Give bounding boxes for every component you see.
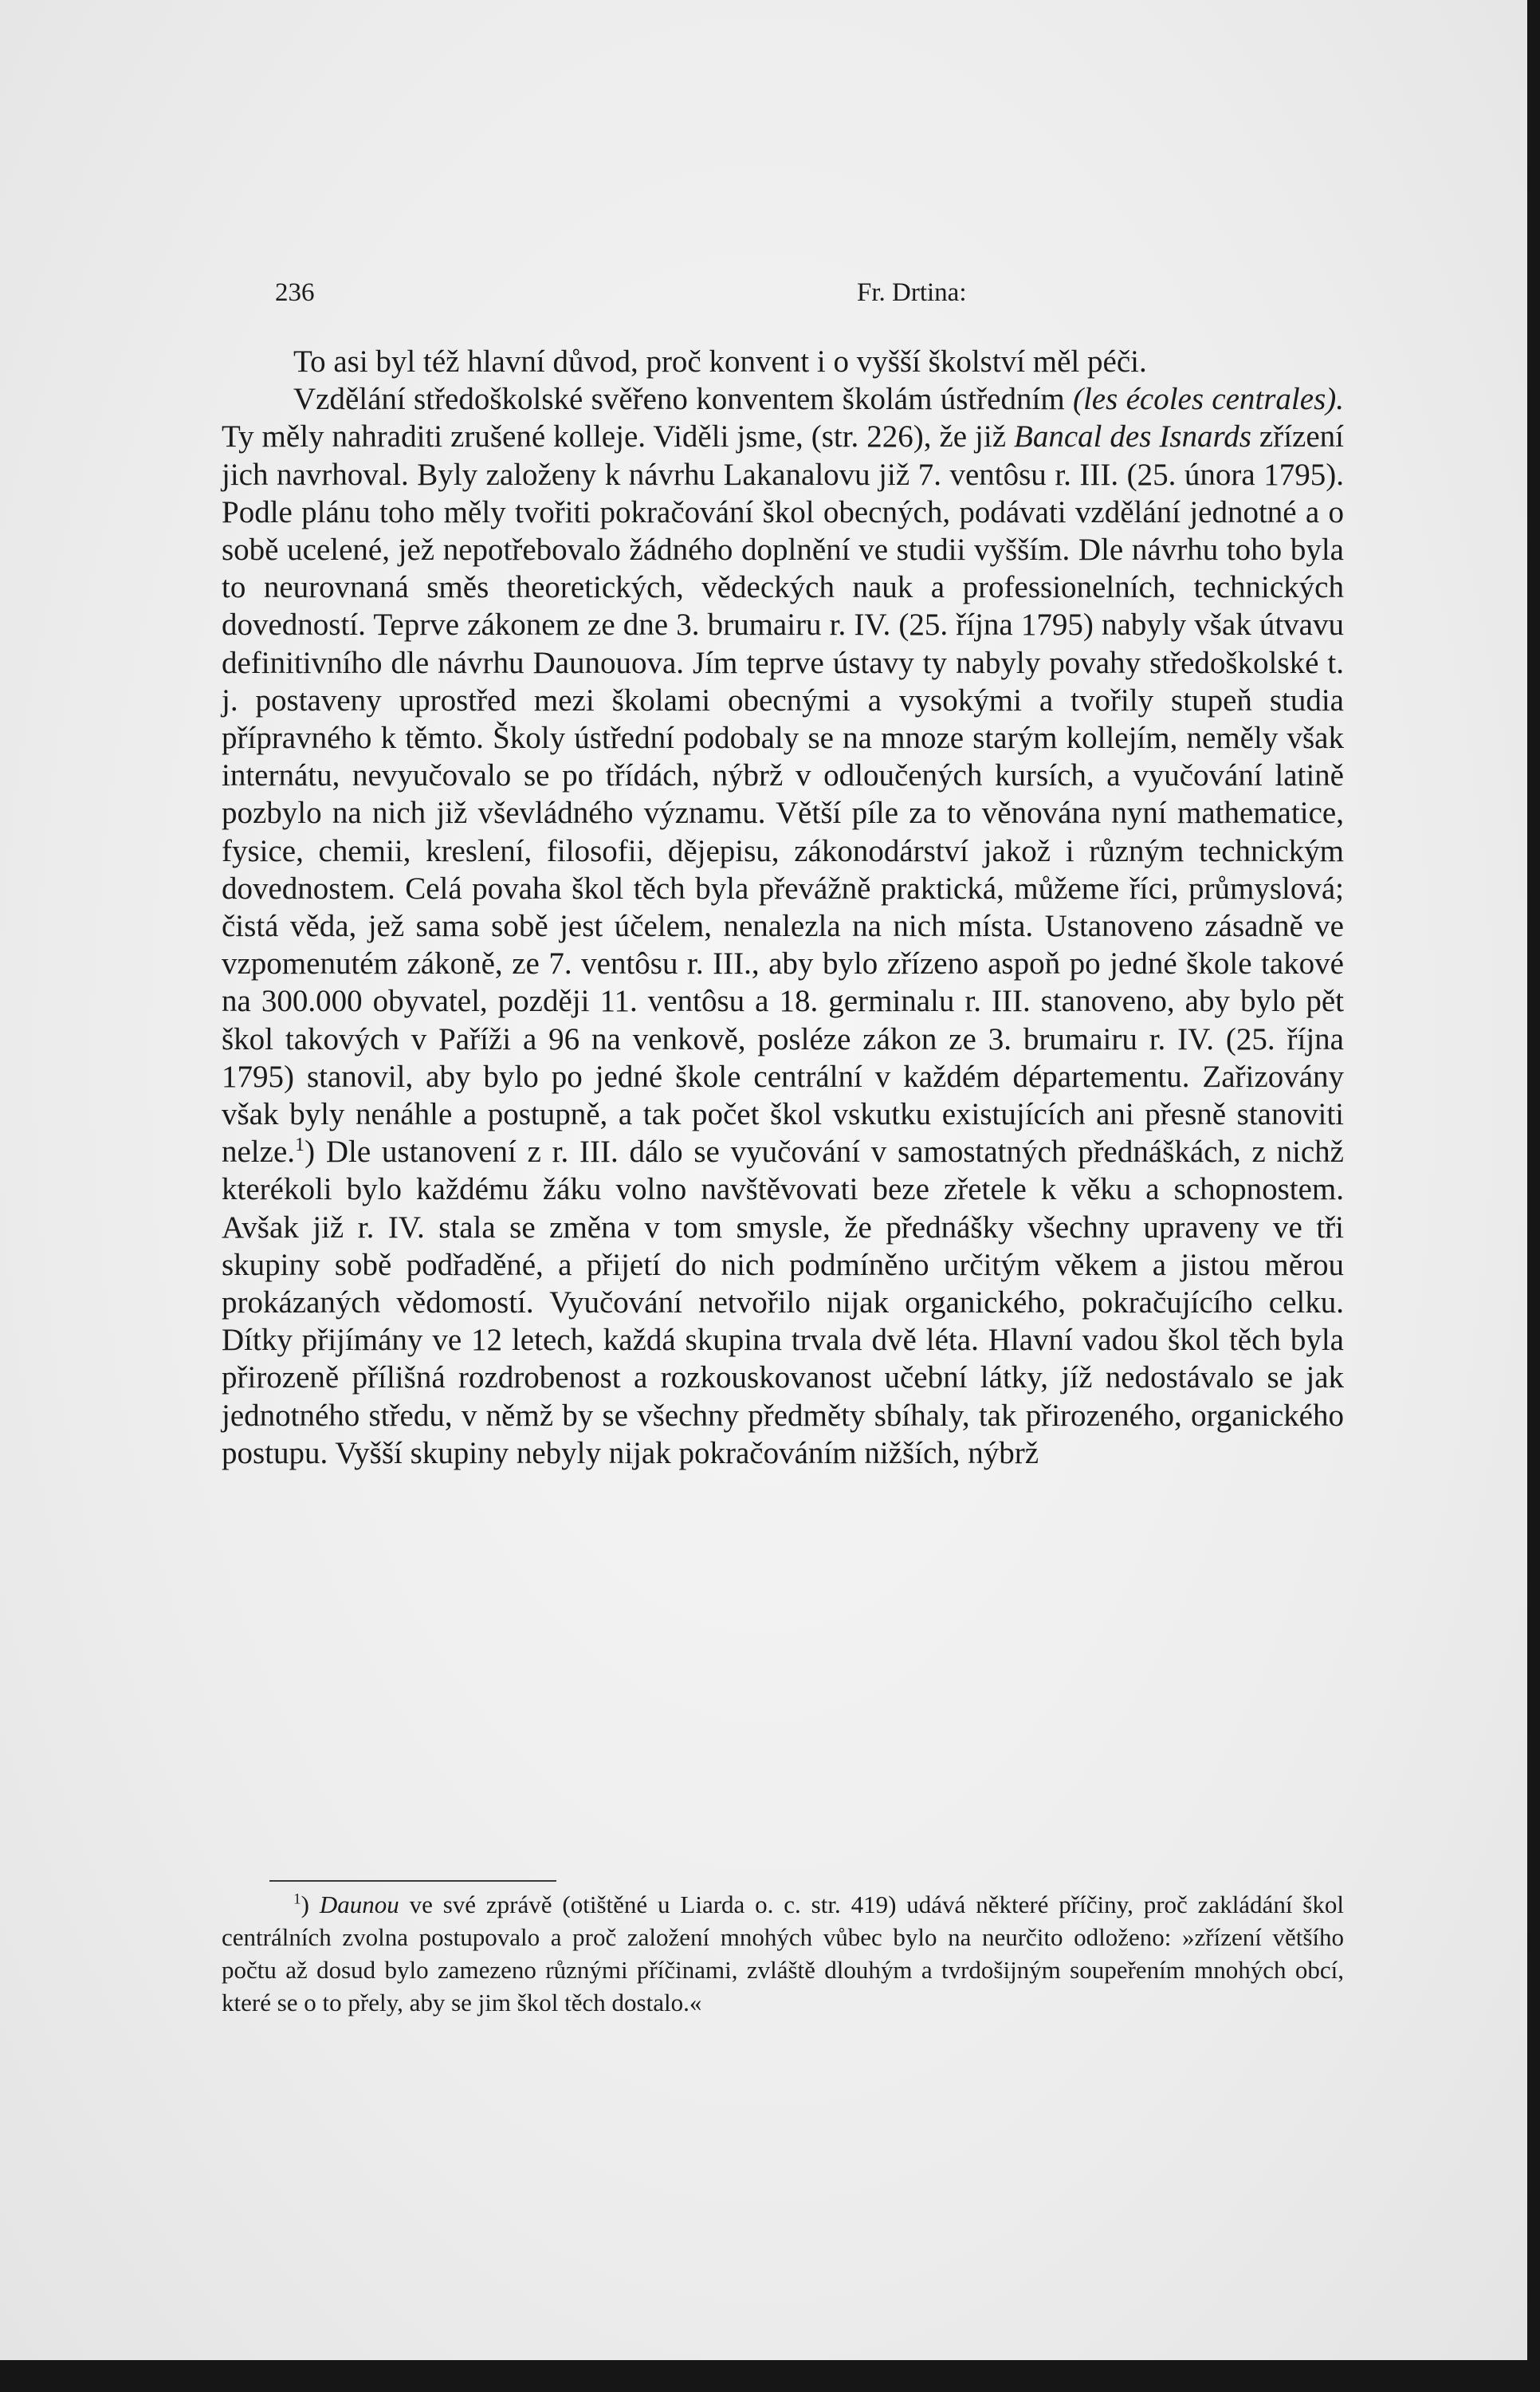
footnote-marker: 1	[293, 1890, 301, 1908]
paragraph-text: zřízení jich navrhoval. Byly založeny k návrhu Lakanalovu již 7. ventôsu r. III. (25. února 1795). Podle plánu toho měly tvořiti pokračování škol obecných, podávati vzdělání jednotné a o sobě ucelené, jež nepotřebovalo žádného doplnění ve studii vyšším. Dle návrhu toho byla to neurovnaná směs theoretických, vědeckých nauk a professionelních, technických dovedností. Teprve zákonem ze dne 3. brumairu r. IV. (25. října 1795) nabyly však útvavu definitivního dle návrhu Daunouova. Jím teprve ústavy ty nabyly povahy středoškolské t. j. postaveny uprostřed mezi školami obecnými a vysokými a tvořily stupeň studia přípravného k těmto. Školy ústřední podobaly se na mnoze starým kollejím, neměly však internátu, nevyučovalo se po třídách, nýbrž v odloučených kursích, a vyučování latině pozbylo na nich již vševládného významu. Větší píle za to věnována nyní mathematice, fysice, chemii, kreslení, filosofii, dějepisu, zákonodárství jakož i různým technickým dovednostem. Celá povaha škol těch byla převážně praktická, můžeme říci, průmyslová; čistá věda, jež sama sobě jest účelem, nenalezla na nich místa. Ustanoveno zásadně ve vzpomenutém zákoně, ze 7. ventôsu r. III., aby bylo zřízeno aspoň po jedné škole takové na 300.000 obyvatel, později 11. ventôsu a 18. germinalu r. III. stanoveno, aby bylo pět škol takových v Paříži a 96 na venkově, posléze zákon ze 3. brumairu r. IV. (25. října 1795) stanovil, aby bylo po jedné škole centrální v každém départementu. Zařizovány však byly nenáhle a postupně, a tak počet škol vskutku existujících ani přesně stanoviti nelze.	[222, 419, 1345, 1170]
footnote-reference: 1	[295, 1134, 305, 1156]
page-header	[275, 269, 1343, 317]
paragraph-text: Ty měly nahraditi zrušené kolleje. Viděli jsme, (str. 226), že již	[222, 419, 1014, 454]
italic-term: (les écoles centrales).	[1072, 382, 1344, 417]
italic-name: Bancal des Isnards	[1014, 419, 1251, 454]
paragraph-text: To asi byl též hlavní důvod, proč konvent i o vyšší školství měl péči.	[293, 344, 1147, 379]
footnote-separator	[269, 1880, 556, 1882]
running-head: Fr. Drtina:	[857, 278, 967, 307]
paragraph-text: Vzdělání středoškolské svěřeno konventem školám ústředním	[293, 382, 1073, 417]
scan-edge-bottom	[0, 2360, 1540, 2392]
footnote-body: ve své zprávě (otištěné u Liarda o. c. str. 419) udává některé příčiny, proč zakládání škol centrálních zvolna postupovalo a proč založení mnohých vůbec bylo na neurčito odloženo: »zřízení většího počtu až dosud bylo zamezeno různými příčinami, zvláště dlouhým a tvrdošijným soupeřením mnohých obcí, které se o to přely, aby se jim škol těch dostalo.«	[222, 1890, 1344, 2016]
footnote	[222, 1888, 1344, 2019]
scan-edge-right	[1527, 0, 1540, 2392]
footnote-marker-suffix: )	[301, 1890, 320, 1918]
main-text	[222, 343, 1344, 1472]
paragraph	[222, 380, 1344, 1472]
paragraph	[222, 343, 1344, 380]
page-number: 236	[275, 278, 315, 307]
footnote-author: Daunou	[319, 1890, 399, 1918]
footnote-text	[222, 1888, 1344, 2019]
paragraph-text: ) Dle ustanovení z r. III. dálo se vyučování v samostatných přednáškách, z nichž kterékoli bylo každému žáku volno navštěvovati beze zřetele k věku a schopnostem. Avšak již r. IV. stala se změna v tom smysle, že přednášky všechny upraveny ve tři skupiny sobě podřaděné, a přijetí do nich podmíněno určitým věkem a jistou měrou prokázaných vědomostí. Vyučování netvořilo nijak organického, pokračujícího celku. Dítky přijímány ve 12 letech, každá skupina trvala dvě léta. Hlavní vadou škol těch byla přirozeně přílišná rozdrobenost a rozkouskovanost učební látky, jíž nedostávalo se jak jednotného středu, v němž by se všechny předměty sbíhaly, tak přirozeného, organického postupu. Vyšší skupiny nebyly nijak pokračováním nižších, nýbrž	[222, 1135, 1344, 1470]
